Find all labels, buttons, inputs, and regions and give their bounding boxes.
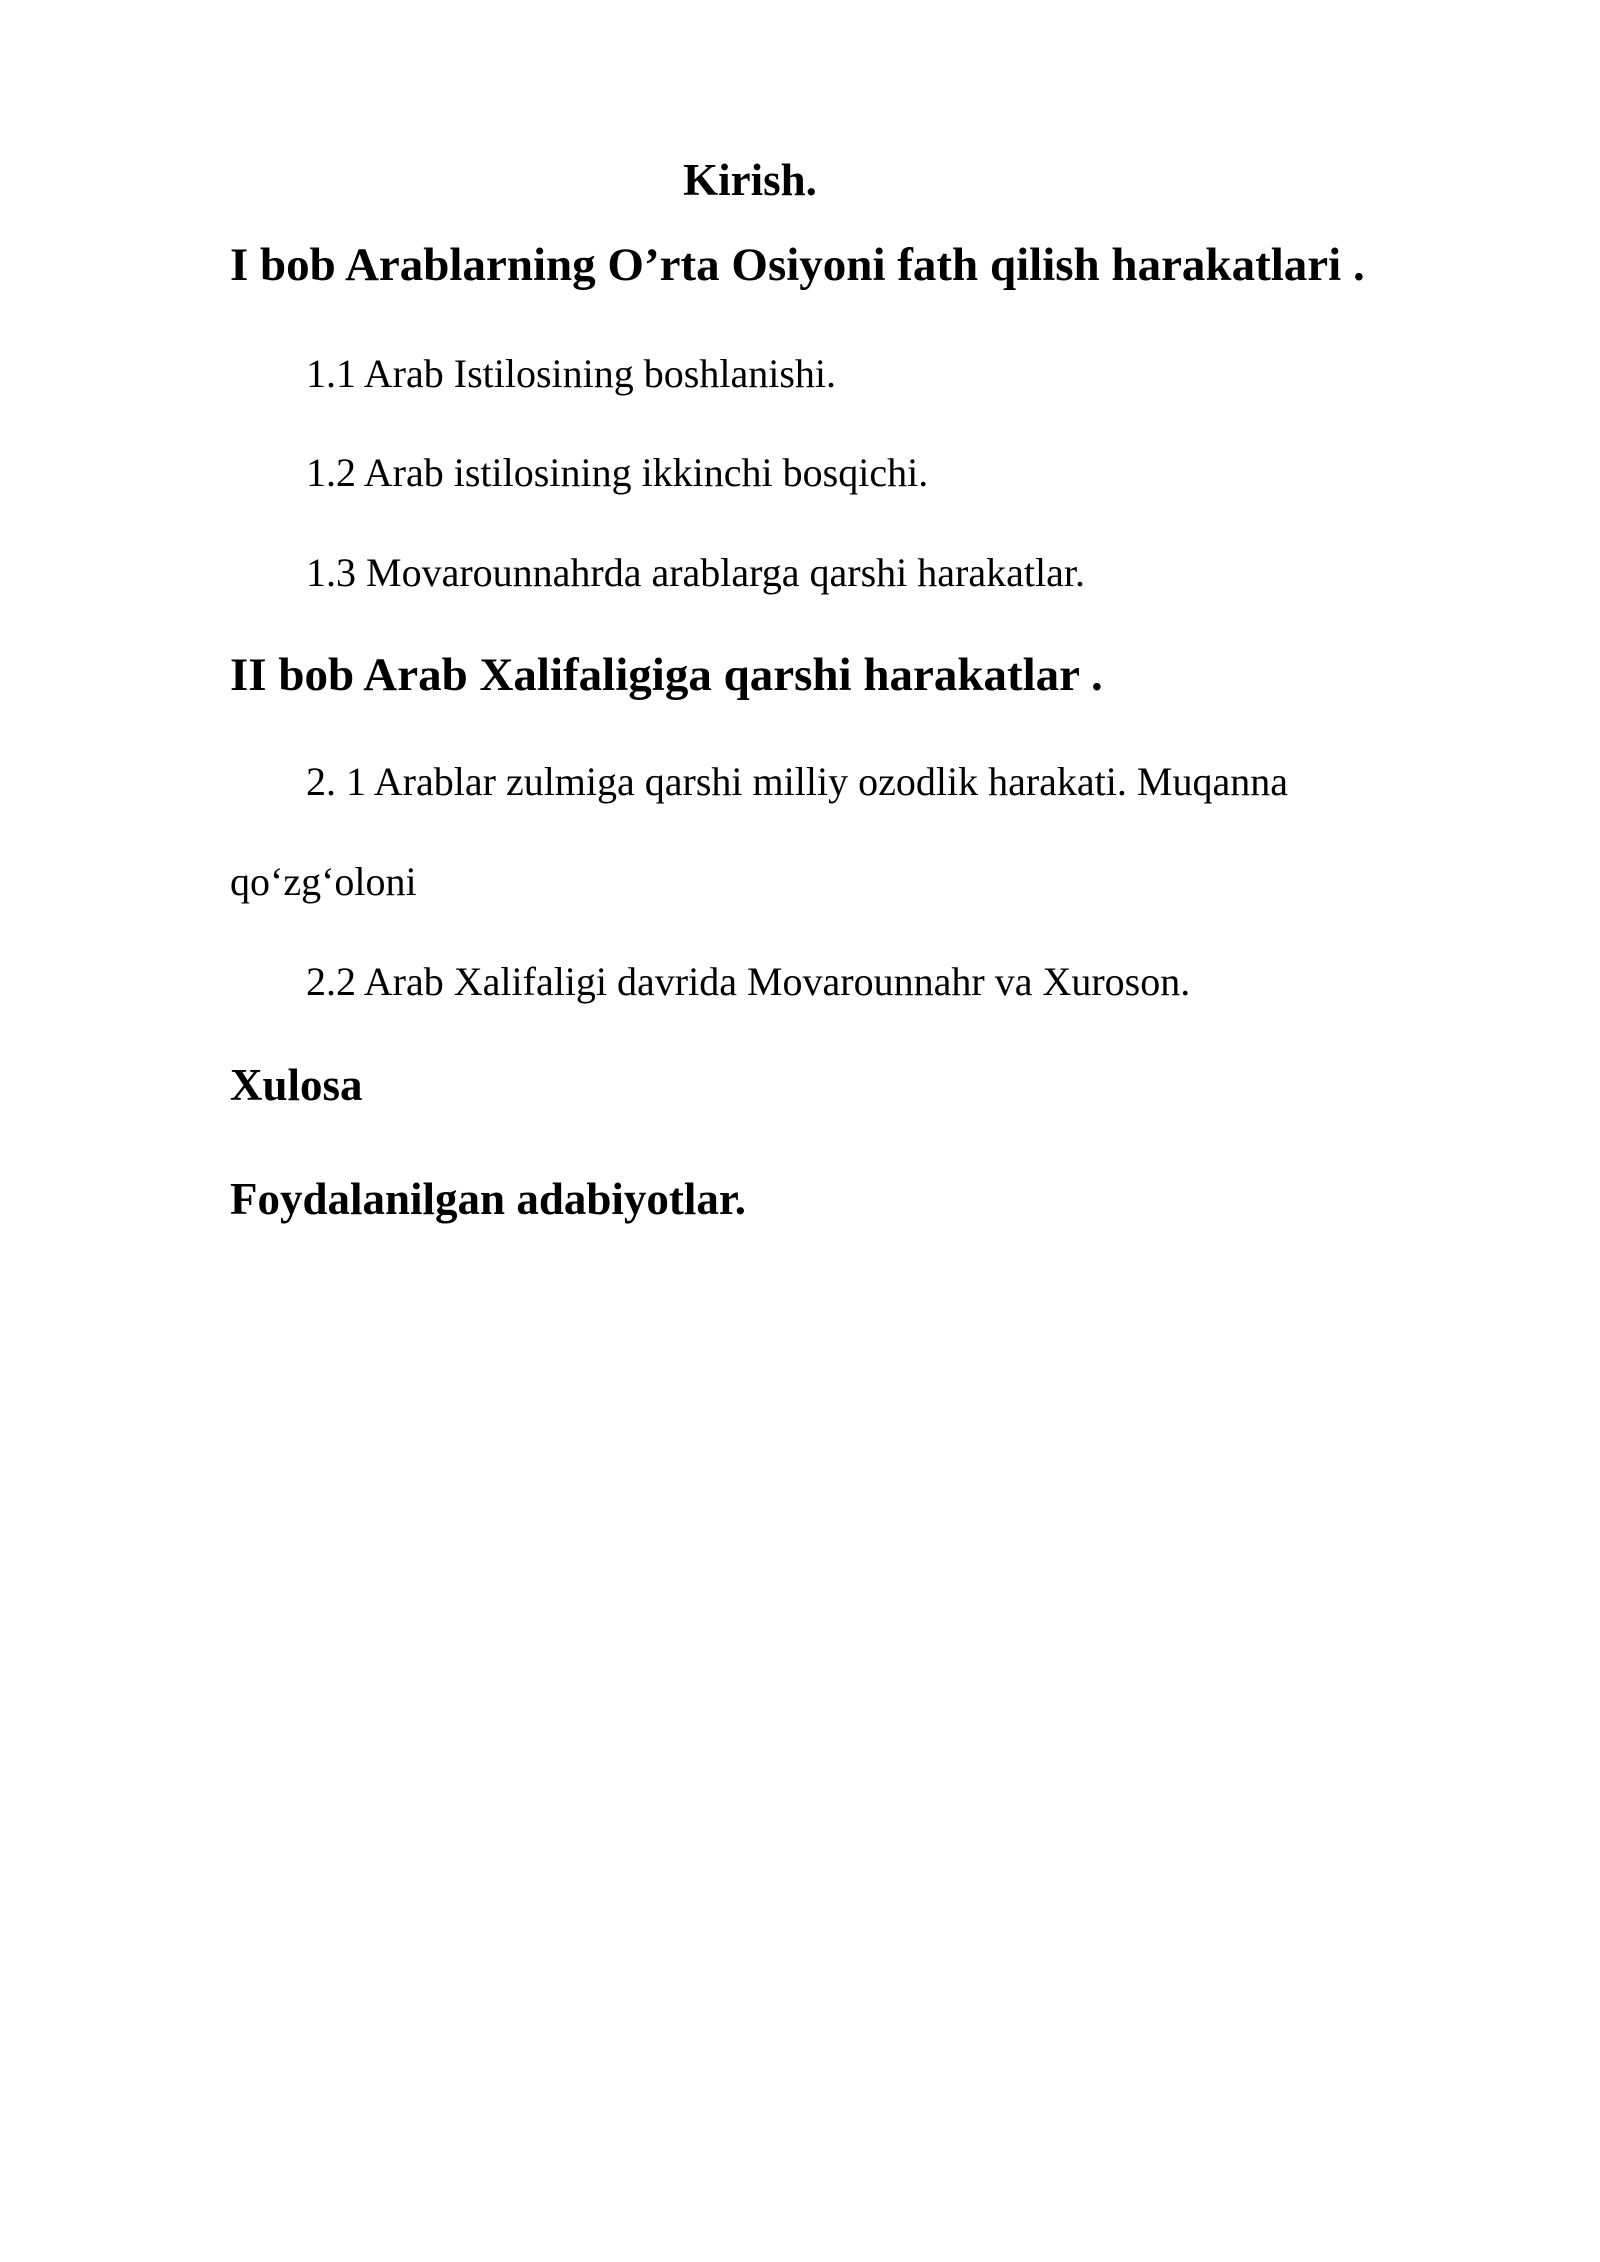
toc-conclusion-heading: Xulosa xyxy=(230,1060,363,1110)
toc-section-1-3: 1.3 Movarounnahrda arablarga qarshi harakatlar. xyxy=(306,550,1085,595)
toc-section-1-1: 1.1 Arab Istilosining boshlanishi. xyxy=(306,351,836,396)
toc-section-1-2: 1.2 Arab istilosining ikkinchi bosqichi. xyxy=(306,450,929,495)
toc-chapter-2-heading: II bob Arab Xalifaligiga qarshi harakatlar . xyxy=(230,649,1103,701)
toc-section-2-1-line-2: qo‘zg‘oloni xyxy=(230,859,417,904)
toc-chapter-1-heading: I bob Arablarning O’rta Osiyoni fath qilish harakatlari . xyxy=(230,239,1365,291)
toc-references-heading: Foydalanilgan adabiyotlar. xyxy=(230,1174,746,1224)
toc-intro-heading: Kirish. xyxy=(683,155,817,205)
toc-section-2-1-line-1: 2. 1 Arablar zulmiga qarshi milliy ozodlik harakati. Muqanna xyxy=(306,759,1288,804)
toc-section-2-2: 2.2 Arab Xalifaligi davrida Movarounnahr va Xuroson. xyxy=(306,959,1191,1004)
